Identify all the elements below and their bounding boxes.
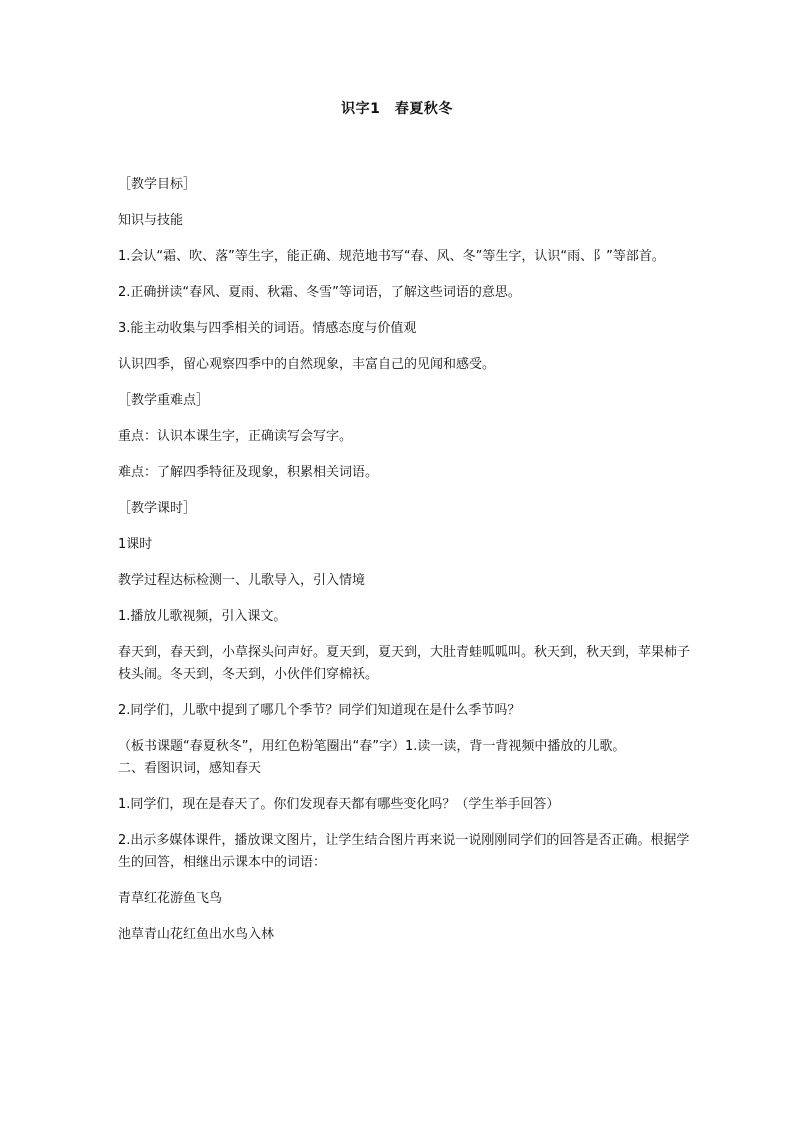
paragraph: （板书课题“春夏秋冬”，用红色粉笔圈出“春”字）1.读一读，背一背视频中播放的儿歌。: [118, 739, 626, 754]
paragraph: 教学过程达标检测一、儿歌导入，引入情境: [118, 573, 366, 588]
paragraph-word-list: 池草青山花红鱼出水鸟入林: [118, 927, 275, 942]
document-body: [118, 174, 693, 960]
section-heading-class-hours: ［教学课时］: [118, 501, 197, 516]
paragraph: 难点：了解四季特征及现象，积累相关词语。: [118, 465, 379, 480]
paragraph: 1课时: [118, 537, 153, 552]
paragraph-nursery-rhyme: 春天到，春天到，小草探头问声好。夏天到，夏天到，大肚青蛙呱呱叫。秋天到，秋天到，苹果柿子枝头闹。冬天到，冬天到，小伙伴们穿棉袄。: [118, 645, 691, 682]
paragraph: 2.出示多媒体课件，播放课文图片，让学生结合图片再来说一说刚刚同学们的回答是否正确。根据学生的回答，相继出示课本中的词语：: [118, 833, 690, 870]
paragraph: 1.同学们，现在是春天了。你们发现春天都有哪些变化吗？（学生举手回答）: [118, 797, 560, 812]
subheading-knowledge-skills: 知识与技能: [118, 213, 184, 228]
section-heading-objectives: ［教学目标］: [118, 177, 197, 192]
paragraph-word-list: 青草红花游鱼飞鸟: [118, 891, 223, 906]
document-title: 识字1 春夏秋冬: [341, 101, 453, 117]
paragraph: 认识四季，留心观察四季中的自然现象，丰富自己的见闻和感受。: [118, 357, 496, 372]
paragraph: 重点：认识本课生字，正确读写会写字。: [118, 429, 353, 444]
paragraph: 3.能主动收集与四季相关的词语。情感态度与价值观: [118, 321, 417, 336]
paragraph: 2.正确拼读“春风、夏雨、秋霜、冬雪”等词语，了解这些词语的意思。: [118, 285, 521, 300]
paragraph: 2.同学们，儿歌中提到了哪几个季节？同学们知道现在是什么季节吗？: [118, 703, 521, 718]
paragraph: 1.会认“霜、吹、落”等生字，能正确、规范地书写“春、风、冬”等生字，认识“雨、阝”等部首。: [118, 249, 665, 264]
section-heading-key-points: ［教学重难点］: [118, 393, 210, 408]
section-heading-picture-words: 二、看图识词，感知春天: [118, 761, 262, 776]
paragraph: 1.播放儿歌视频，引入课文。: [118, 609, 287, 624]
